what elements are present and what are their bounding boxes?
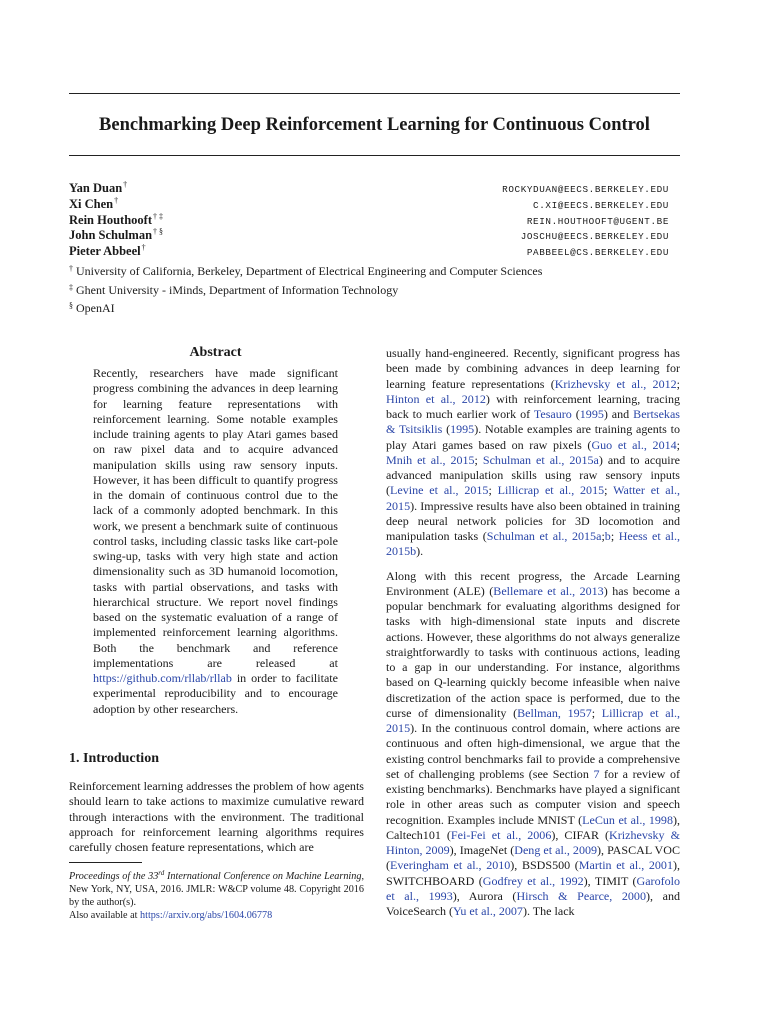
citation-link[interactable]: Mnih et al., 2015 bbox=[386, 452, 475, 467]
citation-link[interactable]: Lillicrap et al., 2015 bbox=[386, 705, 680, 735]
arxiv-link[interactable]: https://arxiv.org/abs/1604.06778 bbox=[140, 910, 273, 922]
abstract-heading: Abstract bbox=[189, 345, 242, 360]
citation-link[interactable]: Martin et al., 2001 bbox=[578, 858, 673, 873]
author-email[interactable]: PABBEEL@CS.BERKELEY.EDU bbox=[526, 247, 669, 259]
paragraph: Along with this recent progress, the Arcade Learning Environment (ALE) (Bellemare et al., 2013) has become a popular benchmark for evaluating algorithms designed for tasks with high-dimensional state inputs and discrete actions. However, these algorithms do not always generalize straightforwardly to tasks with continuous actions, leading to a gap in our understanding. For instance, algorithms based on Q-learning quickly become infeasible when naive discretization of the action space is performed, due to the curse of dimensionality (Bellman, 1957; Lillicrap et al., 2015). In the continuous control domain, where actions are continuous and often high-dimensional, we argue that the existing control benchmarks fail to provide a comprehensive set of challenging problems (see Section 7 for a review of existing benchmarks). Benchmarks have played a significant role in other areas such as computer vision and speech recognition. Examples include MNIST (LeCun et al., 1998), Caltech101 (Fei-Fei et al., 2006), CIFAR (Krizhevsky & Hinton, 2009), ImageNet (Deng et al., 2009), PASCAL VOC (Everingham et al., 2010), BSDS500 (Martin et al., 2001), SWITCHBOARD (Godfrey et al., 1992), TIMIT (Garofolo et al., 1993), Aurora (Hirsch & Pearce, 2000), and VoiceSearch (Yu et al., 2007). The lack bbox=[386, 568, 681, 918]
author-list bbox=[69, 181, 669, 260]
author-name: Yan Duan† bbox=[69, 180, 128, 195]
author-email[interactable]: ROCKYDUAN@EECS.BERKELEY.EDU bbox=[502, 184, 669, 195]
affiliation-mark: † bbox=[69, 264, 73, 273]
author-row bbox=[69, 213, 669, 229]
affiliation-list bbox=[69, 261, 680, 317]
citation-link[interactable]: LeCun et al., 1998 bbox=[582, 812, 673, 827]
author-marks: † § bbox=[153, 227, 164, 237]
author-row bbox=[69, 181, 669, 197]
citation-link[interactable]: Heess et al., 2015b bbox=[386, 529, 680, 559]
author-row bbox=[69, 244, 669, 260]
citation-link[interactable]: Bellman, 1957 bbox=[517, 705, 592, 720]
author-email[interactable]: REIN.HOUTHOOFT@UGENT.BE bbox=[526, 215, 669, 227]
title-bottom-rule bbox=[69, 155, 680, 156]
citation-link[interactable]: Hirsch & Pearce, 2000 bbox=[516, 888, 646, 903]
abstract-section bbox=[93, 344, 338, 717]
citation-link[interactable]: Guo et al., 2014 bbox=[591, 437, 677, 452]
author-row bbox=[69, 228, 669, 244]
footnote-rule bbox=[69, 862, 142, 863]
citation-link[interactable]: Hinton et al., 2012 bbox=[386, 391, 486, 406]
author-name: Xi Chen† bbox=[69, 195, 119, 211]
author-name: Pieter Abbeel† bbox=[69, 243, 146, 259]
affiliation: ‡ Ghent University - iMinds, Department of Information Technology bbox=[69, 282, 399, 297]
citation-link[interactable]: Godfrey et al., 1992 bbox=[482, 873, 584, 888]
citation-link[interactable]: b bbox=[604, 529, 611, 543]
introduction-section bbox=[69, 750, 364, 855]
author-name: John Schulman† § bbox=[69, 227, 164, 243]
citation-link[interactable]: Garofolo et al., 1993 bbox=[386, 873, 681, 903]
section-link[interactable]: 7 bbox=[593, 766, 600, 781]
affiliation-mark: ‡ bbox=[69, 282, 73, 292]
affiliation: § OpenAI bbox=[69, 301, 115, 315]
citation-link[interactable]: Schulman et al., 2015a bbox=[482, 452, 599, 467]
citation-link[interactable]: 1995 bbox=[450, 422, 475, 437]
author-row bbox=[69, 197, 669, 213]
paragraph: usually hand-engineered. Recently, significant progress has been made by combining advances in deep learning for learning feature representations (Krizhevsky et al., 2012; Hinton et al., 2012) with reinforcement learning, tracing back to much earlier work of Tesauro (1995) and Bertsekas & Tsitsiklis (1995). Notable examples are training agents to play Atari games based on raw pixels (Guo et al., 2014; Mnih et al., 2015; Schulman et al., 2015a) and to acquire advanced manipulation skills using raw sensory inputs (Levine et al., 2015; Lillicrap et al., 2015; Watter et al., 2015). Impressive results have also been obtained in training deep neural network policies for 3D locomotion and manipulation tasks (Schulman et al., 2015a;b; Heess et al., 2015b). bbox=[386, 346, 680, 559]
author-email[interactable]: JOSCHU@EECS.BERKELEY.EDU bbox=[520, 231, 669, 243]
affiliation-mark: § bbox=[69, 301, 73, 310]
right-column bbox=[386, 346, 680, 919]
citation-link[interactable]: Fei-Fei et al., 2006 bbox=[450, 827, 552, 842]
author-marks: † bbox=[141, 243, 146, 253]
citation-link[interactable]: Everingham et al., 2010 bbox=[390, 858, 511, 873]
github-link[interactable]: https://github.com/rllab/rllab bbox=[93, 671, 232, 685]
citation-link[interactable]: Watter et al., 2015 bbox=[386, 483, 680, 513]
citation-link[interactable]: Levine et al., 2015 bbox=[390, 483, 489, 498]
author-marks: † bbox=[123, 180, 128, 189]
author-email[interactable]: C.XI@EECS.BERKELEY.EDU bbox=[533, 199, 669, 211]
section-heading: 1. Introduction bbox=[69, 751, 159, 766]
citation-link[interactable]: Tesauro bbox=[533, 407, 572, 421]
citation-link[interactable]: Krizhevsky & Hinton, 2009 bbox=[386, 827, 680, 857]
citation-link[interactable]: 1995 bbox=[579, 407, 604, 421]
citation-link[interactable]: Bertsekas & Tsitsiklis bbox=[386, 407, 680, 437]
citation-link[interactable]: Bellemare et al., 2013 bbox=[493, 583, 604, 598]
author-marks: † ‡ bbox=[153, 211, 163, 221]
footnote: Proceedings of the 33rd International Conference on Machine Learning, New York, NY, USA, 2016. JMLR: W&CP volume 48. Copyright 2016 by the author(s). Also available at https://arxiv.org/abs/1604.06778 bbox=[69, 869, 364, 922]
author-marks: † bbox=[114, 195, 119, 205]
citation-link[interactable]: Krizhevsky et al., 2012 bbox=[554, 376, 677, 391]
citation-link[interactable]: Schulman et al., 2015a bbox=[486, 529, 602, 543]
citation-link[interactable]: Deng et al., 2009 bbox=[514, 843, 598, 857]
citation-link[interactable]: Lillicrap et al., 2015 bbox=[497, 483, 605, 498]
affiliation: † University of California, Berkeley, Department of Electrical Engineering and Computer Sciences bbox=[69, 264, 543, 278]
citation-link[interactable]: Yu et al., 2007 bbox=[453, 904, 523, 918]
paper-title: Benchmarking Deep Reinforcement Learning for Continuous Control bbox=[99, 115, 650, 135]
abstract-body: Recently, researchers have made significant progress combining the advances in deep learning for learning feature representations with reinforcement learning. Some notable examples include training agents to play Atari games based on raw pixel data and to acquire advanced manipulation skills using raw sensory inputs. However, it has been difficult to quantify progress in the domain of continuous control due to the lack of a commonly adopted benchmark. In this work, we present a benchmark suite of continuous control tasks, including classic tasks like cart-pole swing-up, tasks with very high state and action dimensionality such as 3D humanoid locomotion, tasks with partial observations, and tasks with hierarchical structure. We report novel findings based on the systematic evaluation of a range of implemented reinforcement learning algorithms. Both the benchmark and reference implementations are released at https://github.com/rllab/rllab in order to facilitate experimental reproducibility and to encourage adoption by other researchers. bbox=[93, 366, 338, 716]
author-name: Rein Houthooft† ‡ bbox=[69, 211, 163, 227]
top-rule bbox=[69, 93, 680, 94]
introduction-body: Reinforcement learning addresses the problem of how agents should learn to take actions to maximize cumulative reward through interactions with the environment. The traditional approach for reinforcement learning algorithms requires carefully chosen feature representations, which are bbox=[69, 779, 364, 854]
